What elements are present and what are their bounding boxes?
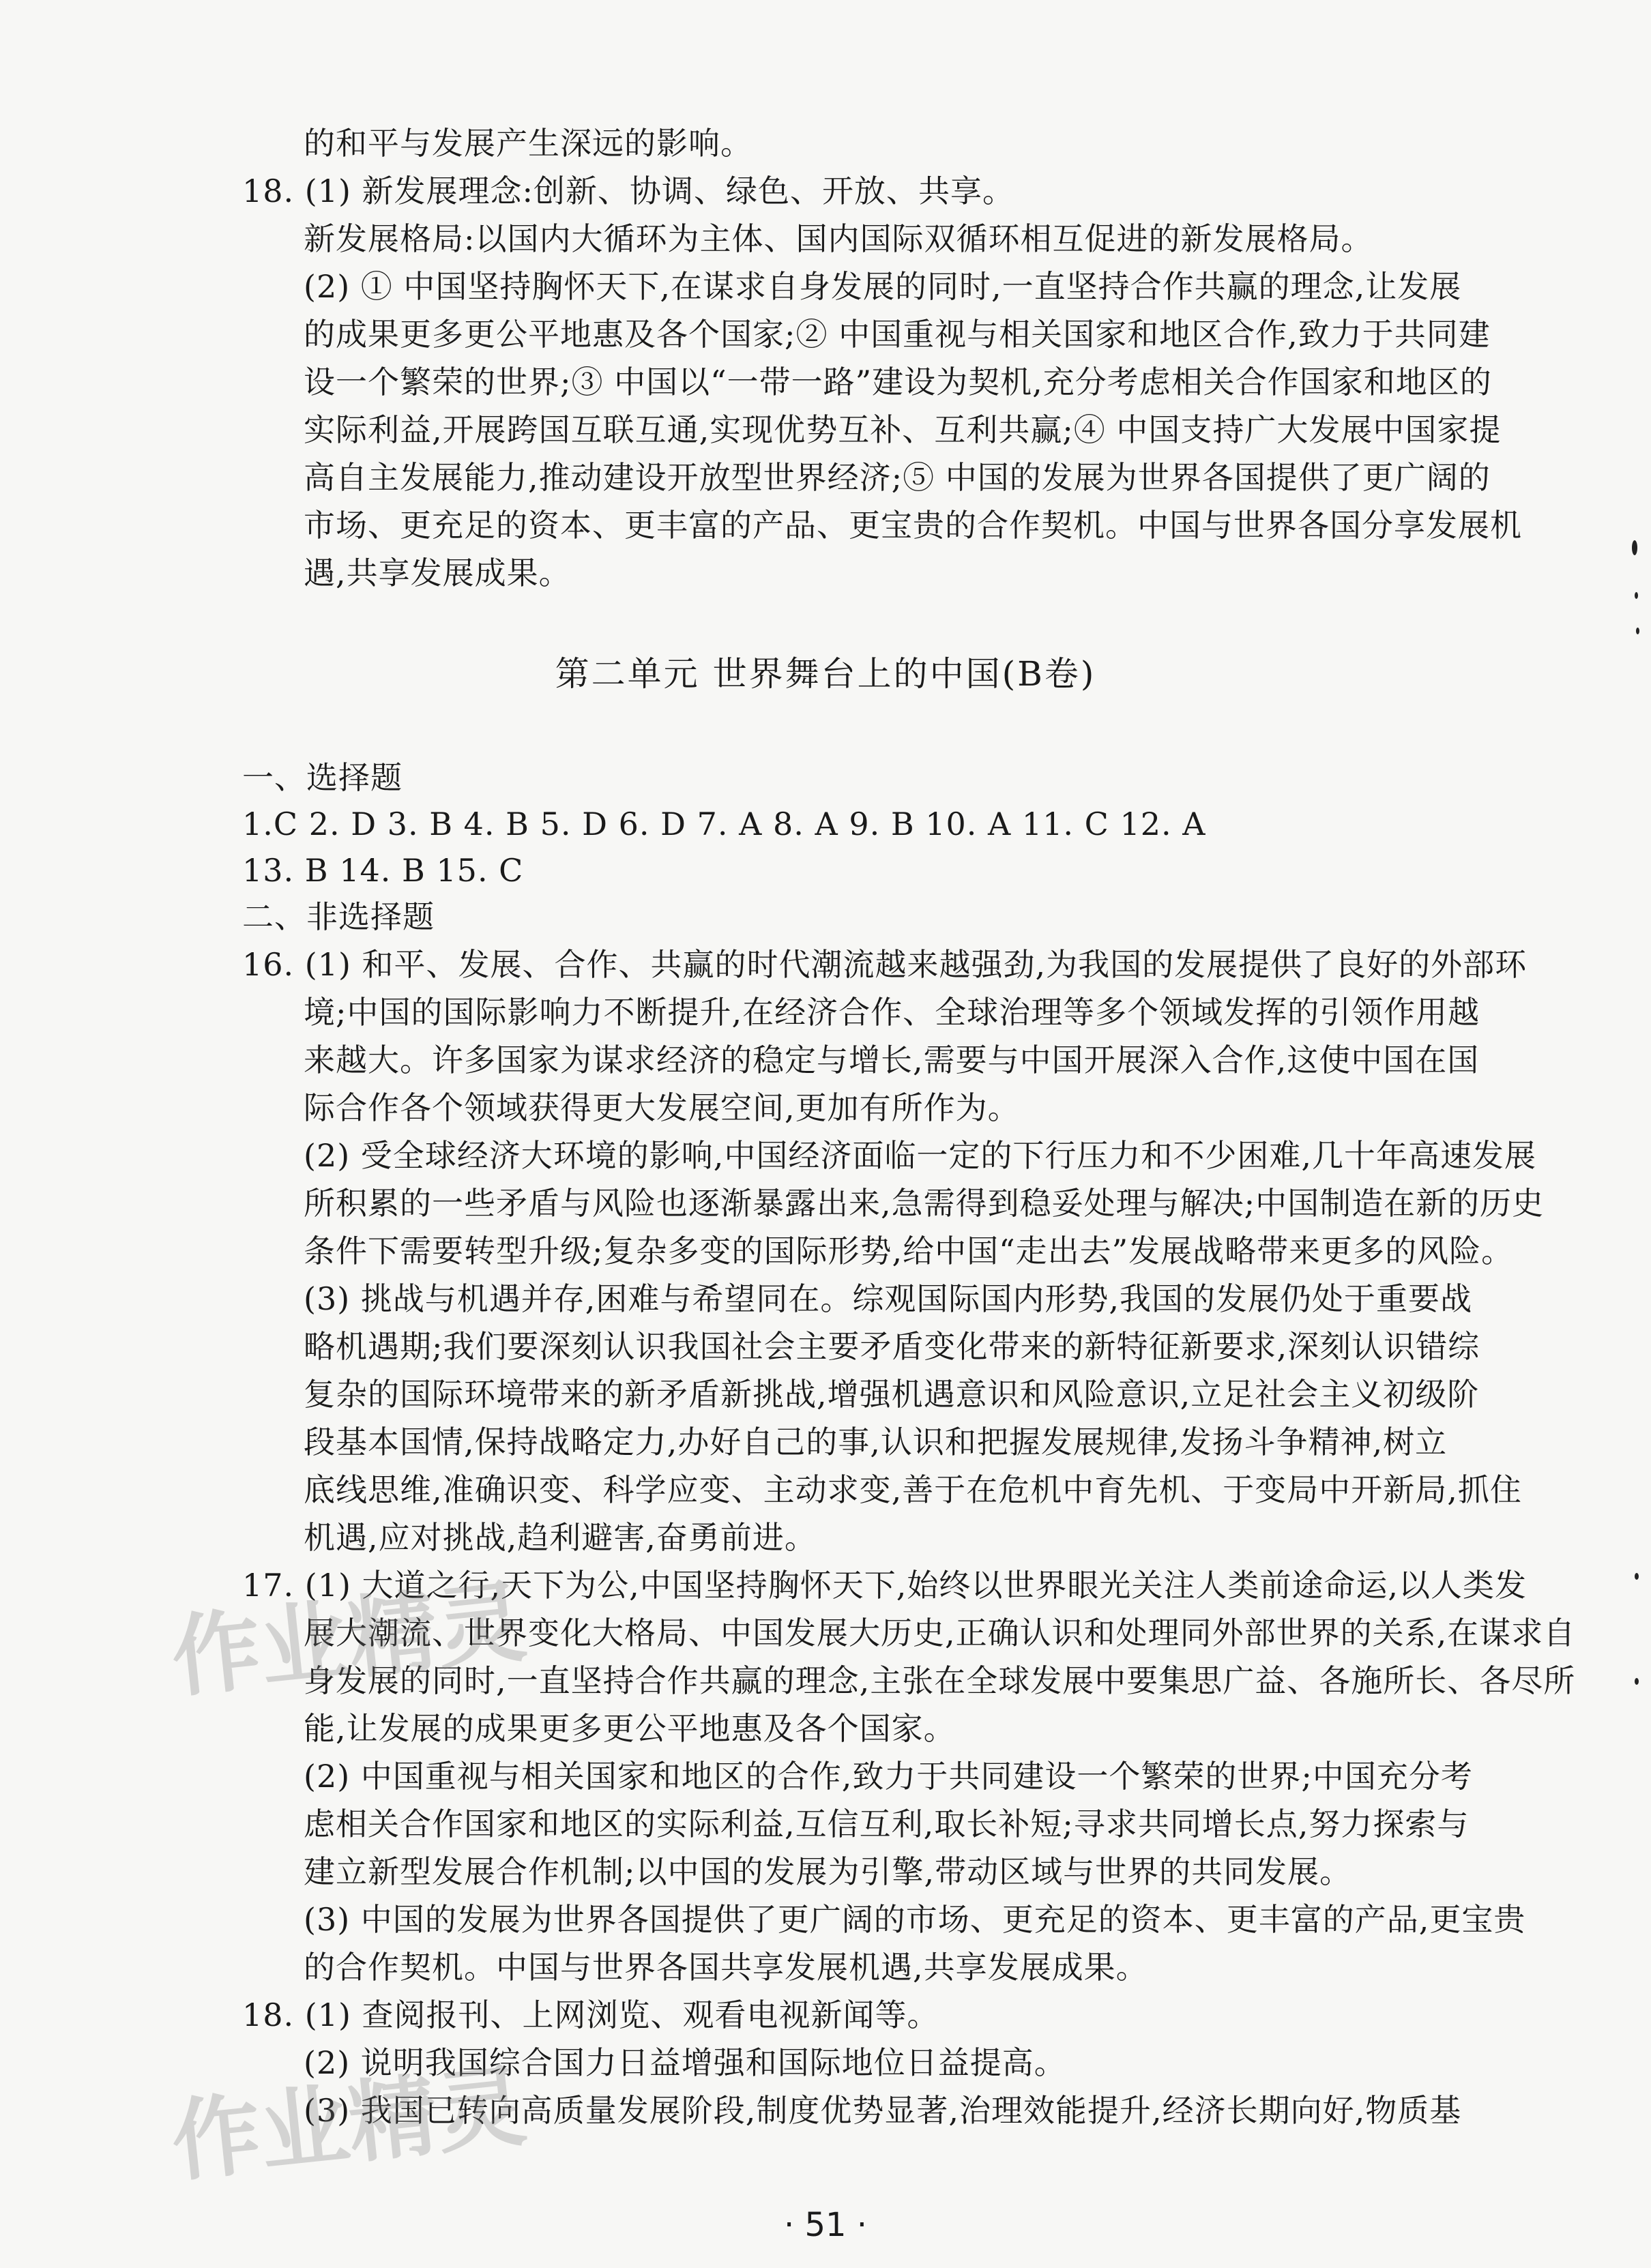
text-line: 18. (1) 查阅报刊、上网浏览、观看电视新闻等。	[242, 1997, 939, 2033]
text-line: 新发展格局:以国内大循环为主体、国内国际双循环相互促进的新发展格局。	[304, 220, 1373, 257]
text-line: 虑相关合作国家和地区的实际利益,互信互利,取长补短;寻求共同增长点,努力探索与	[304, 1806, 1470, 1842]
section-title: 第二单元 世界舞台上的中国(B卷)	[555, 654, 1096, 694]
scan-mark	[1636, 628, 1639, 634]
text-line: 13. B 14. B 15. C	[242, 852, 524, 889]
text-line: 展大潮流、世界变化大格局、中国发展大历史,正确认识和处理同外部世界的关系,在谋求自	[304, 1615, 1576, 1651]
text-line: 1.C 2. D 3. B 4. B 5. D 6. D 7. A 8. A 9. B 10. A 11. C 12. A	[242, 806, 1206, 842]
watermark: 作业精灵	[166, 2054, 531, 2194]
text-line: 高自主发展能力,推动建设开放型世界经济;⑤ 中国的发展为世界各国提供了更广阔的	[304, 459, 1491, 496]
text-line: 来越大。许多国家为谋求经济的稳定与增长,需要与中国开展深入合作,这使中国在国	[304, 1042, 1480, 1078]
text-line: 段基本国情,保持战略定力,办好自己的事,认识和把握发展规律,发扬斗争精神,树立	[304, 1424, 1448, 1460]
text-line: 16. (1) 和平、发展、合作、共赢的时代潮流越来越强劲,为我国的发展提供了良好的外部环	[242, 946, 1528, 983]
text-line: (2) 受全球经济大环境的影响,中国经济面临一定的下行压力和不少困难,几十年高速发展	[304, 1137, 1537, 1174]
text-line: 设一个繁荣的世界;③ 中国以“一带一路”建设为契机,充分考虑相关合作国家和地区的	[304, 364, 1492, 400]
text-line: 遇,共享发展成果。	[304, 555, 571, 591]
text-line: (2) 中国重视与相关国家和地区的合作,致力于共同建设一个繁荣的世界;中国充分考	[304, 1758, 1473, 1795]
text-line: 际合作各个领域获得更大发展空间,更加有所作为。	[304, 1089, 1020, 1126]
scan-mark	[1632, 540, 1637, 555]
text-line: 略机遇期;我们要深刻认识我国社会主要矛盾变化带来的新特征新要求,深刻认识错综	[304, 1328, 1480, 1365]
text-line: 所积累的一些矛盾与风险也逐渐暴露出来,急需得到稳妥处理与解决;中国制造在新的历史	[304, 1185, 1545, 1222]
text-line: 建立新型发展合作机制;以中国的发展为引擎,带动区域与世界的共同发展。	[304, 1853, 1352, 1890]
text-line: (3) 我国已转向高质量发展阶段,制度优势显著,治理效能提升,经济长期向好,物质基	[304, 2092, 1462, 2129]
text-line: 一、选择题	[242, 759, 403, 796]
text-line: 的成果更多更公平地惠及各个国家;② 中国重视与相关国家和地区合作,致力于共同建	[304, 316, 1491, 353]
text-line: 底线思维,准确识变、科学应变、主动求变,善于在危机中育先机、于变局中开新局,抓住	[304, 1471, 1522, 1508]
text-line: 二、非选择题	[242, 898, 435, 935]
page-number: · 51 ·	[783, 2206, 868, 2244]
scan-mark	[1635, 1573, 1639, 1580]
text-line: (2) 说明我国综合国力日益增强和国际地位日益提高。	[304, 2044, 1066, 2081]
scan-mark	[1635, 1678, 1639, 1685]
watermark: 作业精灵	[166, 1570, 531, 1710]
text-line: 能,让发展的成果更多更公平地惠及各个国家。	[304, 1710, 956, 1747]
text-line: 身发展的同时,一直坚持合作共赢的理念,主张在全球发展中要集思广益、各施所长、各尽所	[304, 1662, 1576, 1699]
text-line: 实际利益,开展跨国互联互通,实现优势互补、互利共赢;④ 中国支持广大发展中国家提	[304, 411, 1502, 448]
text-line: 复杂的国际环境带来的新矛盾新挑战,增强机遇意识和风险意识,立足社会主义初级阶	[304, 1376, 1480, 1413]
text-line: 机遇,应对挑战,趋利避害,奋勇前进。	[304, 1519, 817, 1556]
text-line: 市场、更充足的资本、更丰富的产品、更宝贵的合作契机。中国与世界各国分享发展机	[304, 507, 1522, 544]
text-line: 条件下需要转型升级;复杂多变的国际形势,给中国“走出去”发展战略带来更多的风险。	[304, 1233, 1514, 1269]
text-line: 境;中国的国际影响力不断提升,在经济合作、全球治理等多个领域发挥的引领作用越	[304, 994, 1480, 1031]
text-line: 的合作契机。中国与世界各国共享发展机遇,共享发展成果。	[304, 1949, 1148, 1986]
text-line: (3) 中国的发展为世界各国提供了更广阔的市场、更充足的资本、更丰富的产品,更宝贵	[304, 1901, 1526, 1938]
text-line: 18. (1) 新发展理念:创新、协调、绿色、开放、共享。	[242, 173, 1015, 209]
text-line: 的和平与发展产生深远的影响。	[304, 125, 753, 162]
text-line: 17. (1) 大道之行,天下为公,中国坚持胸怀天下,始终以世界眼光关注人类前途命运,以人类发	[242, 1567, 1528, 1604]
scan-mark	[1635, 592, 1638, 599]
text-line: (2) ① 中国坚持胸怀天下,在谋求自身发展的同时,一直坚持合作共赢的理念,让发展	[304, 268, 1462, 305]
text-line: (3) 挑战与机遇并存,困难与希望同在。综观国际国内形势,我国的发展仍处于重要战	[304, 1280, 1473, 1317]
